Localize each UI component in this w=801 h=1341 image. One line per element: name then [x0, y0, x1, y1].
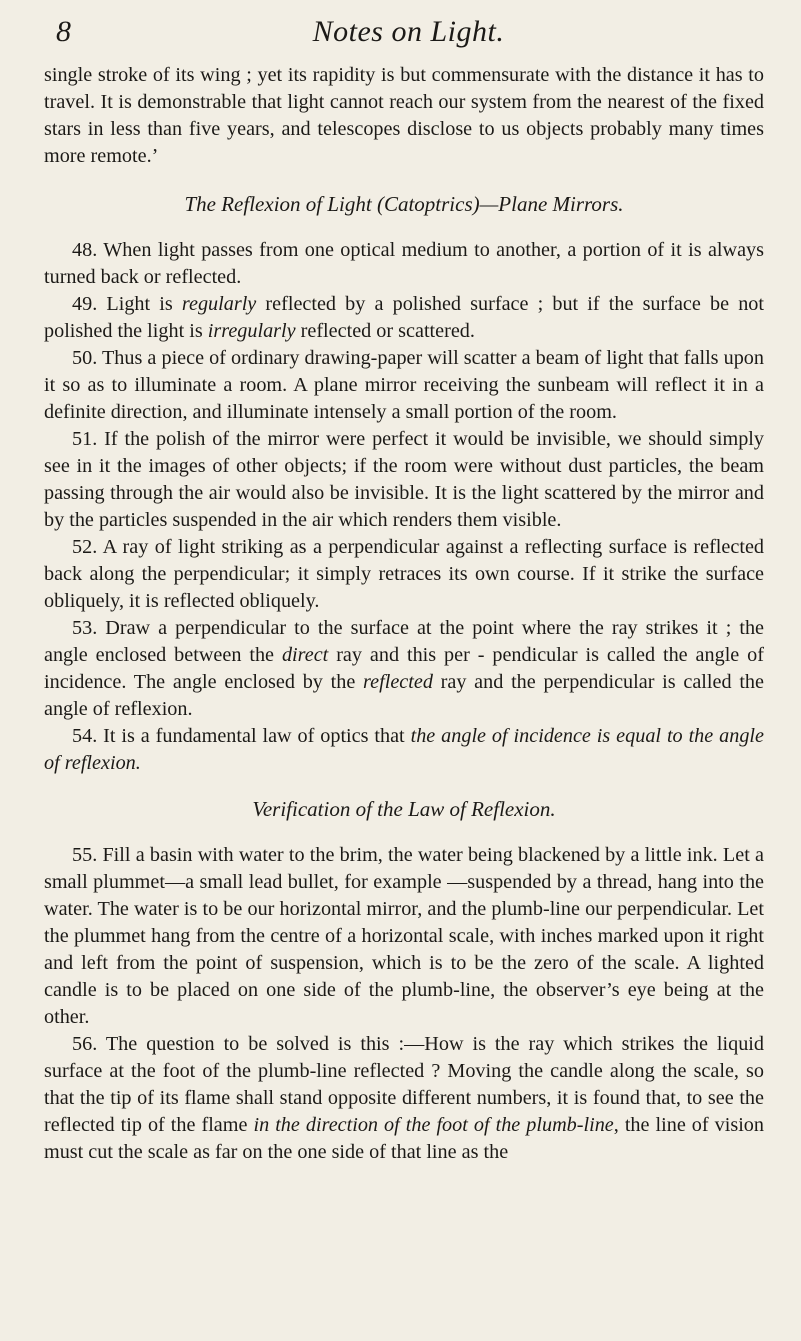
paragraph-52	[44, 534, 764, 615]
italic-law: the angle of incidence is equal to the angle of reflexion.	[44, 725, 764, 774]
paragraph-text-part: Draw a perpendicular to the surface at the point where the ray strikes it ; the angle enclosed between the	[44, 617, 765, 666]
paragraph-53	[44, 615, 764, 723]
paragraph-text: If the polish of the mirror were perfect it would be invisible, we should simply see in it the images of other objects; if the room were without dust particles, the beam passing through the air would also be invisible. It is the light scattered by the mirror and by the particles suspended in the air which renders them visible.	[44, 428, 764, 531]
paragraph-50	[44, 345, 764, 426]
paragraph-number: 51.	[72, 428, 98, 450]
paragraph-text-part: It is a fundamental law of optics that	[103, 725, 411, 747]
paragraph-text-part: reflected or scattered.	[295, 320, 475, 342]
italic-term: reflected	[363, 671, 433, 693]
paragraph-number: 48.	[72, 239, 98, 261]
paragraph-48	[44, 237, 764, 291]
paragraph-text: When light passes from one optical medium to another, a portion of it is always turned back or reflected.	[44, 239, 765, 288]
paragraph-number: 52.	[72, 536, 98, 558]
paragraph-text-part: ray and the perpendicular is called the angle of reflexion.	[44, 671, 764, 720]
section-heading-reflexion: The Reflexion of Light (Catoptrics)—Plane Mirrors.	[184, 192, 624, 216]
section-heading-verification: Verification of the Law of Reflexion.	[252, 797, 556, 821]
paragraph-text-part: The question to be solved is this :—How is the ray which strikes the liquid surface at the foot of the plumb-line reflected ? Moving the candle along the scale, so that the tip of its flame shall stand opposite different numbers, it is found that, to see the reflected tip of the flame	[44, 1033, 765, 1136]
paragraph-54	[44, 723, 764, 777]
body-text	[44, 62, 764, 1166]
paragraph-number: 49.	[72, 293, 98, 315]
paragraph-text-part: ray and this per - pendicular is called the angle of incidence. The angle enclosed by the	[44, 644, 765, 693]
paragraph-text: A ray of light striking as a perpendicular against a reflecting surface is reflected back along the perpendicular; it simply retraces its own course. If it strike the surface obliquely, it is reflected obliquely.	[44, 536, 764, 612]
continuation-paragraph: single stroke of its wing ; yet its rapidity is but commensurate with the distance it has to travel. It is demonstrable that light cannot reach our system from the nearest of the fixed stars in less than five years, and telescopes disclose to us objects probably many times more remote.’	[44, 64, 764, 167]
paragraph-text: Thus a piece of ordinary drawing-paper will scatter a beam of light that falls upon it so as to illuminate a room. A plane mirror receiving the sunbeam will reflect it in a definite direction, and illuminate intensely a small portion of the room.	[44, 347, 764, 423]
italic-term: regularly	[181, 293, 257, 315]
paragraph-number: 55.	[72, 844, 98, 866]
italic-term: direct	[281, 644, 329, 666]
paragraph-text-part: , the line of vision must cut the scale as far on the one side of that line as the	[44, 1114, 764, 1163]
italic-phrase: in the direction of the foot of the plumb-line	[253, 1114, 614, 1136]
running-head	[56, 12, 761, 52]
paragraph-number: 56.	[72, 1033, 98, 1055]
paragraph-number: 54.	[72, 725, 98, 747]
paragraph-55	[44, 842, 764, 1031]
page-number: 8	[56, 15, 71, 48]
paragraph-text: Fill a basin with water to the brim, the water being blackened by a little ink. Let a small plummet—a small lead bullet, for example —suspended by a thread, hang into the water. The water is to be our horizontal mirror, and the plumb-line our perpendicular. Let the plummet hang from the centre of a horizontal scale, with inches marked upon it right and left from the point of suspension, which is to be the zero of the scale. A lighted candle is to be placed on one side of the plumb-line, the observer’s eye being at the other.	[44, 844, 764, 1028]
running-title: Notes on Light.	[312, 15, 505, 48]
italic-term: irregularly	[207, 320, 296, 342]
paragraph-text-part: reflected by a polished surface ; but if the surface be not polished the light is	[44, 293, 764, 342]
paragraph-56	[44, 1031, 764, 1166]
paragraph-51	[44, 426, 764, 534]
paragraph-49	[44, 291, 764, 345]
paragraph-number: 53.	[72, 617, 98, 639]
paragraph-text-part: Light is	[106, 293, 182, 315]
paragraph-number: 50.	[72, 347, 98, 369]
